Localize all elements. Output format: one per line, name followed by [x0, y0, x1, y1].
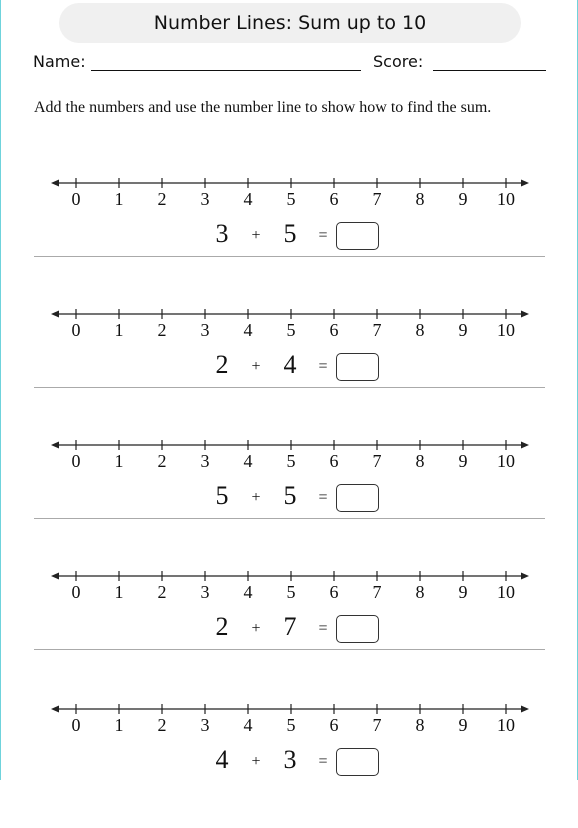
plus-sign: +	[251, 227, 261, 244]
tick-label-2: 2	[157, 451, 167, 471]
answer-box[interactable]	[336, 615, 379, 643]
addend-b: 5	[283, 481, 297, 510]
problem-1	[1, 171, 578, 302]
tick-label-3: 3	[200, 451, 210, 471]
header-fields	[33, 52, 545, 76]
tick-label-1: 1	[114, 582, 124, 602]
problem-2	[1, 302, 578, 433]
tick-label-4: 4	[243, 451, 253, 471]
tick-label-7: 7	[372, 451, 382, 471]
tick-label-7: 7	[372, 715, 382, 735]
arrow-left-icon	[51, 706, 59, 713]
tick-label-0: 0	[71, 582, 81, 602]
divider	[34, 387, 545, 388]
addend-b: 7	[283, 612, 297, 641]
tick-label-8: 8	[415, 582, 425, 602]
tick-label-6: 6	[329, 715, 339, 735]
answer-box[interactable]	[336, 748, 379, 776]
divider	[34, 256, 545, 257]
tick-label-7: 7	[372, 582, 382, 602]
equals-sign: =	[318, 358, 328, 375]
tick-label-1: 1	[114, 189, 124, 209]
plus-sign: +	[251, 620, 261, 637]
addend-a: 3	[215, 219, 229, 248]
answer-box[interactable]	[336, 353, 379, 381]
addend-b: 3	[283, 745, 297, 774]
equals-sign: =	[318, 227, 328, 244]
arrow-left-icon	[51, 311, 59, 318]
tick-label-10: 10	[497, 189, 515, 209]
tick-label-3: 3	[200, 582, 210, 602]
tick-label-7: 7	[372, 189, 382, 209]
tick-label-9: 9	[458, 189, 468, 209]
addend-b: 5	[283, 219, 297, 248]
tick-label-9: 9	[458, 582, 468, 602]
tick-label-1: 1	[114, 715, 124, 735]
plus-sign: +	[251, 358, 261, 375]
plus-sign: +	[251, 753, 261, 770]
tick-label-0: 0	[71, 189, 81, 209]
arrow-left-icon	[51, 442, 59, 449]
divider	[34, 649, 545, 650]
tick-label-6: 6	[329, 451, 339, 471]
arrow-left-icon	[51, 573, 59, 580]
arrow-right-icon	[521, 180, 529, 187]
problem-4	[1, 564, 578, 695]
tick-label-1: 1	[114, 451, 124, 471]
tick-label-8: 8	[415, 715, 425, 735]
tick-label-9: 9	[458, 320, 468, 340]
addend-a: 2	[215, 350, 229, 379]
tick-label-2: 2	[157, 189, 167, 209]
tick-label-5: 5	[286, 189, 296, 209]
tick-label-3: 3	[200, 320, 210, 340]
tick-label-8: 8	[415, 451, 425, 471]
tick-label-5: 5	[286, 582, 296, 602]
tick-label-4: 4	[243, 320, 253, 340]
tick-label-0: 0	[71, 451, 81, 471]
tick-label-4: 4	[243, 582, 253, 602]
tick-label-9: 9	[458, 451, 468, 471]
tick-label-4: 4	[243, 189, 253, 209]
tick-label-8: 8	[415, 320, 425, 340]
tick-label-7: 7	[372, 320, 382, 340]
tick-label-4: 4	[243, 715, 253, 735]
name-label: Name:	[33, 52, 86, 71]
answer-box[interactable]	[336, 484, 379, 512]
arrow-right-icon	[521, 442, 529, 449]
tick-label-2: 2	[157, 582, 167, 602]
addend-a: 2	[215, 612, 229, 641]
tick-label-8: 8	[415, 189, 425, 209]
name-field-line[interactable]	[91, 70, 361, 71]
tick-label-5: 5	[286, 715, 296, 735]
instructions: Add the numbers and use the number line to show how to find the sum.	[34, 99, 492, 116]
tick-label-6: 6	[329, 582, 339, 602]
tick-label-9: 9	[458, 715, 468, 735]
addend-a: 4	[215, 745, 229, 774]
tick-label-2: 2	[157, 715, 167, 735]
tick-label-10: 10	[497, 320, 515, 340]
tick-label-5: 5	[286, 320, 296, 340]
score-label: Score:	[373, 52, 424, 71]
addend-a: 5	[215, 481, 229, 510]
arrow-left-icon	[51, 180, 59, 187]
tick-label-10: 10	[497, 582, 515, 602]
problem-5	[1, 697, 578, 828]
tick-label-0: 0	[71, 715, 81, 735]
arrow-right-icon	[521, 311, 529, 318]
score-field-line[interactable]	[433, 70, 546, 71]
tick-label-1: 1	[114, 320, 124, 340]
problem-3	[1, 433, 578, 564]
tick-label-0: 0	[71, 320, 81, 340]
arrow-right-icon	[521, 573, 529, 580]
tick-label-6: 6	[329, 189, 339, 209]
tick-label-2: 2	[157, 320, 167, 340]
tick-label-10: 10	[497, 451, 515, 471]
worksheet-title: Number Lines: Sum up to 10	[59, 3, 521, 43]
tick-label-5: 5	[286, 451, 296, 471]
plus-sign: +	[251, 489, 261, 506]
divider	[34, 518, 545, 519]
tick-label-6: 6	[329, 320, 339, 340]
tick-label-3: 3	[200, 715, 210, 735]
equals-sign: =	[318, 489, 328, 506]
tick-label-3: 3	[200, 189, 210, 209]
addend-b: 4	[283, 350, 297, 379]
answer-box[interactable]	[336, 222, 379, 250]
tick-label-10: 10	[497, 715, 515, 735]
equals-sign: =	[318, 753, 328, 770]
equals-sign: =	[318, 620, 328, 637]
arrow-right-icon	[521, 706, 529, 713]
